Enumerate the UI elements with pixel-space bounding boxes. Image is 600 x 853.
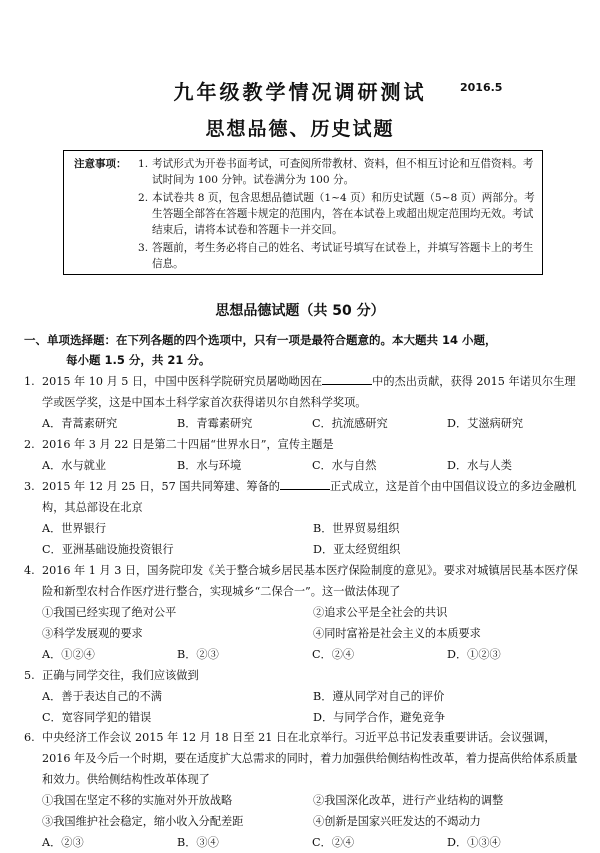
question-stem bbox=[24, 371, 584, 413]
notice-item-num: 3. bbox=[138, 242, 149, 254]
notice-item-num: 2. bbox=[138, 192, 149, 204]
notice-items bbox=[138, 156, 536, 274]
options-row bbox=[24, 539, 584, 560]
option: A．②③ bbox=[42, 836, 84, 849]
choices-row bbox=[24, 811, 584, 832]
option: A．世界银行 bbox=[42, 522, 107, 535]
option: C．亚洲基础设施投资银行 bbox=[42, 543, 174, 556]
option: B．水与环境 bbox=[177, 459, 242, 472]
part-line-1: 一、单项选择题：在下列各题的四个选项中，只有一项是最符合题意的。本大题共 14 小题， bbox=[24, 333, 497, 347]
options-row bbox=[24, 686, 584, 707]
choice: ④同时富裕是社会主义的本质要求 bbox=[313, 627, 481, 640]
choices-row bbox=[24, 623, 584, 644]
notice-item bbox=[138, 156, 536, 188]
exam-subtitle: 思想品德、历史试题 bbox=[205, 118, 395, 140]
choices-row bbox=[24, 602, 584, 623]
option: D．①③④ bbox=[447, 836, 501, 849]
choice: ③我国维护社会稳定，缩小收入分配差距 bbox=[42, 815, 244, 828]
option: A．善于表达自己的不满 bbox=[42, 690, 162, 703]
stem-text: 正式成立，这是首个由中国倡议设立的多边金融机构，其总部设在北京 bbox=[42, 480, 577, 514]
options-row bbox=[24, 413, 584, 434]
stem-text: 2016 年 3 月 22 日是第二十四届“世界水日”，宣传主题是 bbox=[42, 438, 334, 451]
notice-label: 注意事项： bbox=[74, 158, 127, 170]
exam-title bbox=[0, 76, 600, 105]
choice: ①我国已经实现了绝对公平 bbox=[42, 606, 177, 619]
notice-item bbox=[138, 190, 536, 238]
option: D．艾滋病研究 bbox=[447, 417, 524, 430]
options-row bbox=[24, 832, 584, 853]
choice: ②追求公平是全社会的共识 bbox=[313, 606, 448, 619]
question-stem bbox=[24, 727, 584, 790]
option: D．水与人类 bbox=[447, 459, 512, 472]
stem-text: 中的杰出贡献，获得 2015 年诺贝尔生理学或医学奖，这是中国本土科学家首次获得诺贝尔自然科学奖项。 bbox=[42, 375, 576, 409]
option: C．②④ bbox=[312, 648, 355, 661]
exam-title-text: 九年级教学情况调研测试 bbox=[173, 80, 427, 104]
option: B．青霉素研究 bbox=[177, 417, 253, 430]
options-row bbox=[24, 644, 584, 665]
notice-item-text: 答题前，考生务必将自己的姓名、考试证号填写在试卷上，并填写答题卡上的考生信息。 bbox=[152, 242, 534, 270]
option: D．亚太经贸组织 bbox=[313, 543, 401, 556]
option: A．水与就业 bbox=[42, 459, 107, 472]
choice: ④创新是国家兴旺发达的不竭动力 bbox=[313, 815, 481, 828]
question-6 bbox=[24, 727, 584, 853]
question-number: 3. bbox=[24, 480, 35, 493]
section-heading: 思想品德试题（共 50 分） bbox=[215, 303, 385, 319]
option: B．世界贸易组织 bbox=[313, 522, 400, 535]
stem-text: 2016 年 1 月 3 日，国务院印发《关于整合城乡居民基本医疗保险制度的意见》。要求对城镇居民基本医疗保险和新型农村合作医疗进行整合，实现城乡“二保合一”。这一做法体现了 bbox=[42, 564, 578, 598]
notice-item-text: 考试形式为开卷书面考试，可查阅所带教材、资料，但不相互讨论和互借资料。考试时间为 100 分钟。试卷满分为 100 分。 bbox=[152, 158, 534, 186]
stem-text: 正确与同学交往，我们应该做到 bbox=[42, 669, 199, 682]
question-4 bbox=[24, 560, 584, 665]
option: D．①②③ bbox=[447, 648, 501, 661]
question-5 bbox=[24, 665, 584, 728]
choice: ②我国深化改革，进行产业结构的调整 bbox=[313, 794, 504, 807]
answer-blank bbox=[322, 372, 372, 385]
question-number: 1. bbox=[24, 375, 35, 388]
option: C．水与自然 bbox=[312, 459, 377, 472]
option: D．与同学合作，避免竞争 bbox=[313, 711, 446, 724]
choices-row bbox=[24, 790, 584, 811]
option: C．宽容同学犯的错误 bbox=[42, 711, 152, 724]
question-number: 2. bbox=[24, 438, 35, 451]
question-number: 6. bbox=[24, 731, 35, 744]
notice-box bbox=[63, 150, 543, 275]
notice-item-text: 本试卷共 8 页，包含思想品德试题（1~4 页）和历史试题（5~8 页）两部分。考生答题全部答在答题卡规定的范围内，答在本试卷上或超出规定范围均无效。考试结束后，请将本试卷和答题卡一并交回。 bbox=[152, 192, 535, 236]
question-1 bbox=[24, 371, 584, 434]
exam-date: 2016.5 bbox=[460, 81, 503, 94]
question-3 bbox=[24, 476, 584, 560]
question-number: 4. bbox=[24, 564, 35, 577]
choice: ③科学发展观的要求 bbox=[42, 627, 143, 640]
option: C．抗流感研究 bbox=[312, 417, 388, 430]
question-2 bbox=[24, 434, 584, 476]
option: B．③④ bbox=[177, 836, 219, 849]
choice: ①我国在坚定不移的实施对外开放战略 bbox=[42, 794, 233, 807]
stem-text: 中央经济工作会议 2015 年 12 月 18 日至 21 日在北京举行。习近平总书记发表重要讲话。会议强调，2016 年及今后一个时期，要在适度扩大总需求的同时，着力加强供给侧结构性改革，着力提高供给体系质量和效力。供给侧结构性改革体现了 bbox=[42, 731, 578, 786]
question-stem bbox=[24, 665, 584, 686]
stem-text: 2015 年 10 月 5 日，中国中医科学院研究员屠呦呦因在 bbox=[42, 375, 323, 388]
part-instruction bbox=[24, 330, 580, 370]
option: B．遵从同学对自己的评价 bbox=[313, 690, 445, 703]
option: B．②③ bbox=[177, 648, 219, 661]
question-number: 5. bbox=[24, 669, 35, 682]
option: C．②④ bbox=[312, 836, 355, 849]
question-stem bbox=[24, 560, 584, 602]
options-row bbox=[24, 707, 584, 728]
stem-text: 2015 年 12 月 25 日，57 国共同筹建、筹备的 bbox=[42, 480, 280, 493]
options-row bbox=[24, 518, 584, 539]
notice-item-num: 1. bbox=[138, 158, 149, 170]
part-line-2: 每小题 1.5 分，共 21 分。 bbox=[66, 353, 211, 367]
option: A．①②④ bbox=[42, 648, 95, 661]
notice-item bbox=[138, 240, 536, 272]
answer-blank bbox=[280, 477, 330, 490]
options-row bbox=[24, 455, 584, 476]
option: A．青蒿素研究 bbox=[42, 417, 118, 430]
question-stem bbox=[24, 434, 584, 455]
question-stem bbox=[24, 476, 584, 518]
